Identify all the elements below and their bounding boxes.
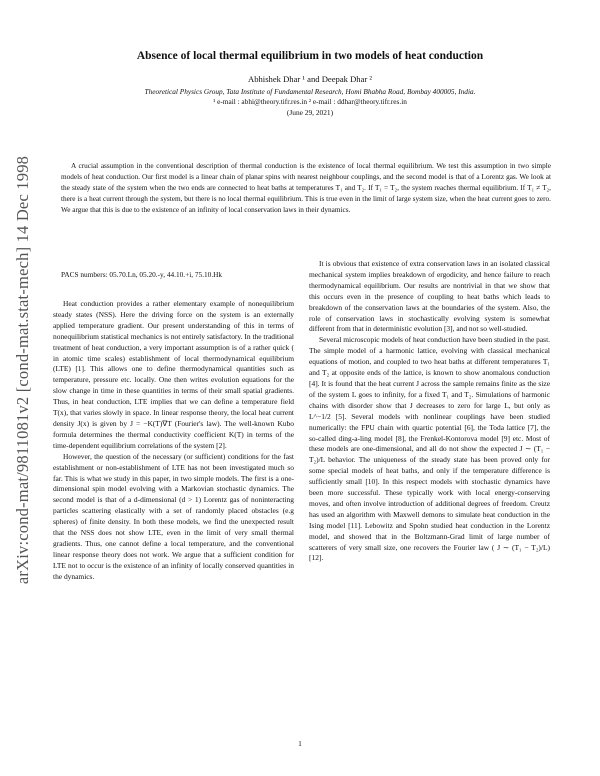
affiliation: Theoretical Physics Group, Tata Institute of Fundamental Research, Homi Bhabha Road, Bombay 400005, India. — [144, 87, 476, 96]
arxiv-identifier — [8, 110, 38, 630]
affiliation-block — [60, 87, 560, 107]
emails: ¹ e-mail : abhi@theory.tifr.res.in ² e-mail : ddhar@theory.tifr.res.in — [213, 97, 407, 106]
left-column — [53, 299, 294, 583]
page-number: 1 — [298, 739, 302, 748]
paragraph: Several microscopic models of heat conduction have been studied in the past. The simple model of a harmonic lattice, evolving with classical mechanical equations of motion, and coupled to two heat baths at different temperatures T₁ and T₂ at opposite ends of the lattice, is known to show anomalous conduction [4]. It is found that the heat current J across the sample remains finite as the size of the system L goes to infinity, for a fixed T₁ and T₂. Simulations of harmonic chains with disorder show that J decreases to zero for large L, but only as L^−1/2 [5]. Several models with nonlinear couplings have been studied numerically: the FPU chain with quartic potential [6], the Toda lattice [7], the so-called ding-a-ling model [8], the Frenkel-Kontorova model [9] etc. Most of these models are one-dimensional, and all do not show the expected J ∼ (T₁ − T₂)/L behavior. The uniqueness of the steady state has been proved only for some special models of heat baths, and only if the temperature difference is sufficiently small [10]. In this respect models with stochastic dynamics have been more successful. These typically work with local energy-conserving moves, and often involve introduction of additional degrees of freedom. Creutz has used an algorithm with Maxwell demons to simulate heat conduction in the Ising model [11]. Lebowitz and Spohn studied heat conduction in the Lorentz model, and showed that in the Boltzmann-Grad limit of large number of scatterers of very small size, one recovers the Fourier law ( J ∼ (T₁ − T₂)/L) [12]. — [309, 335, 550, 563]
paragraph: It is obvious that existence of extra conservation laws in an isolated classical mechanical system implies breakdown of ergodicity, and hence failure to reach thermodynamical equilibrium. Our results are nontrivial in that we show that this occurs even in the presence of coupling to heat baths which leads to breakdown of the conservation laws at the boundaries of the system. Also, the role of conservation laws in stochastically evolving system is somewhat different from that in deterministic evolution [3], and not so well-studied. — [309, 259, 550, 334]
date: (June 29, 2021) — [286, 108, 334, 117]
right-column — [309, 259, 550, 564]
paper-title: Absence of local thermal equilibrium in two models of heat conduction — [136, 50, 484, 62]
abstract: A crucial assumption in the conventional description of thermal conduction is the existence of local thermal equilibrium. We test this assumption in two simple models of heat conduction. Our first model is a linear chain of planar spins with nearest neighbour couplings, and the second model is that of a Lorentz gas. We look at the steady state of the system when the two ends are connected to heat baths at temperatures T₁ and T₂. If T₁ = T₂, the system reaches thermal equilibrium. If T₁ ≠ T₂, there is a heat current through the system, but there is no local thermal equilibrium. This is true even in the limit of large system size, when the heat current goes to zero. We argue that this is due to the existence of an infinity of local conservation laws in their dynamics. — [61, 162, 551, 214]
paragraph: However, the question of the necessary (or sufficient) conditions for the fast establishment or non-establishment of LTE has not been investigated much so far. This is what we study in this paper, in two simple models. The first is a one-dimensional spin model evolving with a Markovian stochastic dynamics. The second model is that of a d-dimensional (d > 1) Lorentz gas of noninteracting particles scattering elastically with a set of randomly placed obstacles (e.g spheres) of finite density. In both these models, we find the unexpected result that the NSS does not show LTE, even in the limit of very small thermal gradients. Thus, one cannot define a local temperature, and the conventional linear response theory does not work. We argue that a sufficient condition for LTE not to occur is the existence of an infinity of locally conserved quantities in the dynamics. — [53, 451, 294, 581]
arxiv-id-text: arXiv:cond-mat/9811081v2 [cond-mat.stat-mech] 14 Dec 1998 — [13, 155, 32, 585]
authors: Abhishek Dhar ¹ and Deepak Dhar ² — [248, 74, 372, 84]
paragraph: Heat conduction provides a rather elementary example of nonequilibrium steady states (NSS). Here the driving force on the system is an externally applied temperature gradient. Our present understanding of this in terms of nonequilibrium statistical mechanics is not entirely satisfactory. In the traditional treatment of heat conduction, a very important assumption is of a rather quick ( in atomic time scales) establishment of local thermodynamical equilibrium (LTE) [1]. This allows one to define thermodynamical quantities such as temperature, pressure etc. locally. One then writes evolution equations for the slow change in time in these quantities in terms of their small spatial gradients. Thus, in heat conduction, LTE implies that we can define a temperature field T(x), that varies slowly in space. In linear response theory, the local heat current density J(x) is given by J = −K(T)∇T (Fourier's law). The well-known Kubo formula determines the thermal conductivity coefficient K(T) in terms of the time-dependent equilibrium correlations of the system [2]. — [53, 299, 294, 450]
pacs-numbers: PACS numbers: 05.70.Ln, 05.20.-y, 44.10.+i, 75.10.Hk — [61, 270, 223, 279]
